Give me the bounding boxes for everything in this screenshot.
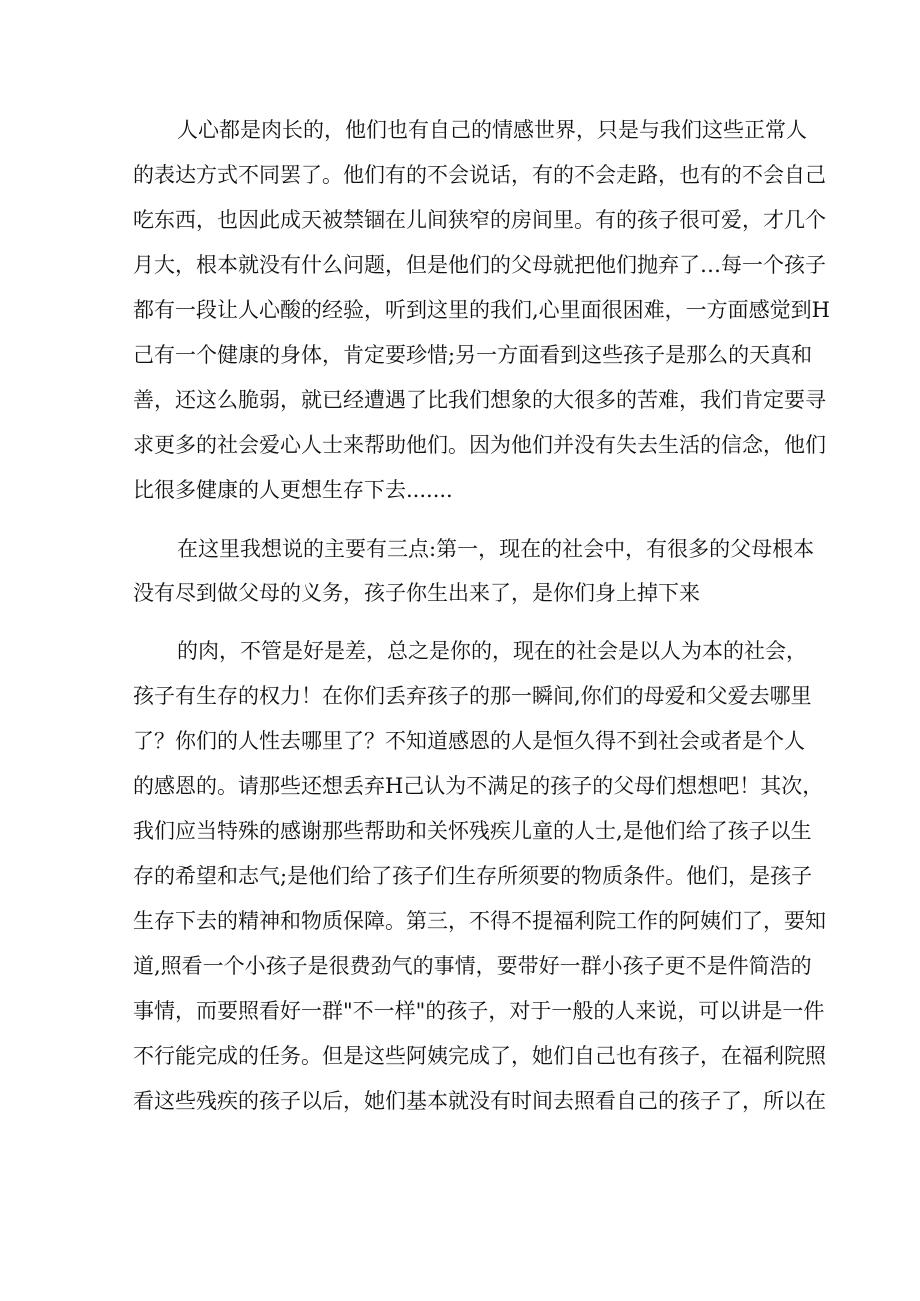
paragraph-2-line-2: 没有尽到做父母的义务，孩子你生出来了，是你们身上掉下来 [133, 581, 700, 605]
paragraph-3-line-7: 生存下去的精神和物质保障。第三，不得不提福利院工作的阿姨们了，要知 [133, 909, 826, 933]
paragraph-1-line-4: 月大，根本就没有什么问题，但是他们的父母就把他们抛弃了…每一个孩子 [133, 253, 826, 277]
paragraph-3-line-9: 事情，而要照看好一群"不一样"的孩子，对于一般的人来说，可以讲是一件 [133, 999, 825, 1023]
paragraph-1-line-9: 比很多健康的人更想生存下去....... [133, 478, 453, 502]
paragraph-1-line-2: 的表达方式不同罢了。他们有的不会说话，有的不会走路，也有的不会自己 [133, 163, 826, 187]
paragraph-3-line-5: 我们应当特殊的感谢那些帮助和关怀残疾儿童的人士,是他们给了孩子以生 [133, 819, 812, 843]
paragraph-2-line-1: 在这里我想说的主要有三点:第一，现在的社会中，有很多的父母根本 [177, 537, 815, 561]
paragraph-3-line-1: 的肉，不管是好是差，总之是你的，现在的社会是以人为本的社会， [177, 639, 807, 663]
paragraph-3-line-6: 存的希望和志气;是他们给了孩子们生存所须要的物质条件。他们，是孩子 [133, 864, 813, 888]
paragraph-3-line-8: 道,照看一个小孩子是很费劲气的事情，要带好一群小孩子更不是件简浩的 [133, 954, 812, 978]
paragraph-3-line-10: 不行能完成的任务。但是这些阿姨完成了，她们自己也有孩子，在福利院照 [133, 1044, 826, 1068]
paragraph-1-line-7: 善，还这么脆弱，就已经遭遇了比我们想象的大很多的苦难，我们肯定要寻 [133, 388, 826, 412]
paragraph-1-line-6: 己有一个健康的身体，肯定要珍惜;另一方面看到这些孩子是那么的天真和 [133, 343, 813, 367]
paragraph-3-line-2: 孩子有生存的权力！在你们丢弃孩子的那一瞬间,你们的母爱和父爱去哪里 [133, 684, 812, 708]
paragraph-1-line-5: 都有一段让人心酸的经验，听到这里的我们,心里面很困难，一方面感觉到H [133, 298, 830, 322]
paragraph-3-line-11: 看这些残疾的孩子以后，她们基本就没有时间去照看自己的孩子了，所以在 [133, 1089, 826, 1113]
paragraph-3-line-4: 的感恩的。请那些还想丢弃H己认为不满足的孩子的父母们想想吧！其次， [133, 774, 824, 798]
paragraph-1-line-3: 吃东西，也因此成天被禁锢在儿间狭窄的房间里。有的孩子很可爱，才几个 [133, 208, 826, 232]
paragraph-1-line-8: 求更多的社会爱心人士来帮助他们。因为他们并没有失去生活的信念，他们 [133, 433, 826, 457]
paragraph-1-line-1: 人心都是肉长的，他们也有自己的情感世界，只是与我们这些正常人 [177, 118, 807, 142]
paragraph-3-line-3: 了？你们的人性去哪里了？不知道感恩的人是恒久得不到社会或者是个人 [133, 729, 805, 753]
